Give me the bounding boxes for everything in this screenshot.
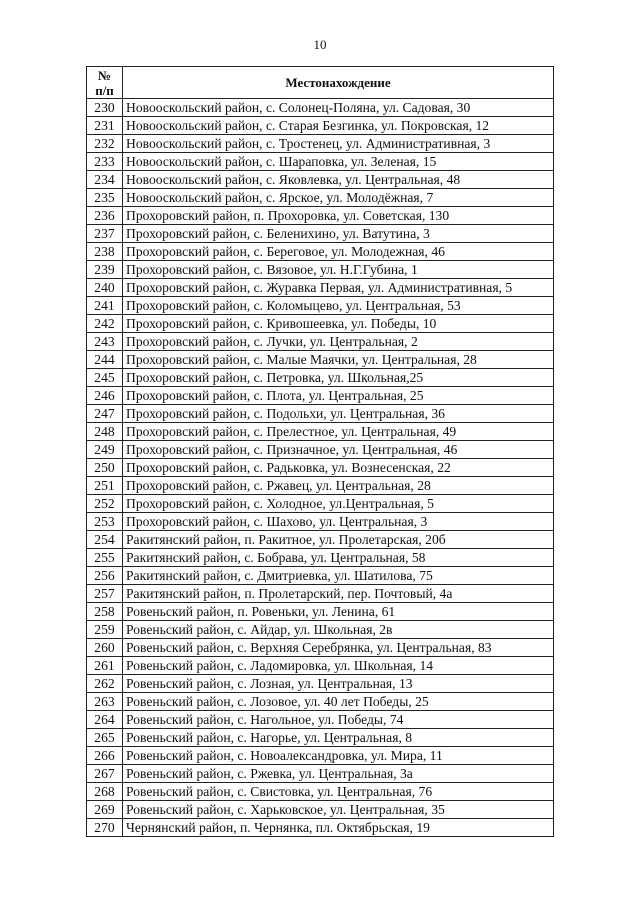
row-number-cell: 256 [87, 567, 123, 585]
table-row [87, 549, 554, 567]
table-row [87, 531, 554, 549]
location-cell: Ракитянский район, п. Пролетарский, пер. Почтовый, 4а [123, 585, 554, 603]
location-cell: Ровеньский район, с. Харьковское, ул. Центральная, 35 [123, 801, 554, 819]
location-cell: Новооскольский район, с. Шараповка, ул. Зеленая, 15 [123, 153, 554, 171]
location-cell: Ровеньский район, с. Свистовка, ул. Центральная, 76 [123, 783, 554, 801]
table-row [87, 639, 554, 657]
row-number-cell: 254 [87, 531, 123, 549]
location-cell: Прохоровский район, с. Береговое, ул. Молодежная, 46 [123, 243, 554, 261]
location-cell: Ровеньский район, с. Нагольное, ул. Победы, 74 [123, 711, 554, 729]
table-row [87, 711, 554, 729]
location-cell: Прохоровский район, с. Беленихино, ул. Ватутина, 3 [123, 225, 554, 243]
row-number-cell: 239 [87, 261, 123, 279]
location-cell: Ровеньский район, с. Лозовое, ул. 40 лет Победы, 25 [123, 693, 554, 711]
table-row [87, 765, 554, 783]
row-number-cell: 259 [87, 621, 123, 639]
table-header-row [87, 67, 554, 99]
table-row [87, 477, 554, 495]
table-row [87, 513, 554, 531]
table-row [87, 747, 554, 765]
row-number-cell: 268 [87, 783, 123, 801]
table-row [87, 297, 554, 315]
table-row [87, 243, 554, 261]
table-row [87, 99, 554, 117]
column-header-number [87, 67, 123, 99]
table-row [87, 675, 554, 693]
location-cell: Прохоровский район, с. Журавка Первая, ул. Административная, 5 [123, 279, 554, 297]
row-number-cell: 231 [87, 117, 123, 135]
location-cell: Новооскольский район, с. Ярское, ул. Молодёжная, 7 [123, 189, 554, 207]
row-number-cell: 258 [87, 603, 123, 621]
row-number-cell: 262 [87, 675, 123, 693]
table-row [87, 621, 554, 639]
table-row [87, 495, 554, 513]
table-row [87, 459, 554, 477]
row-number-cell: 248 [87, 423, 123, 441]
row-number-cell: 233 [87, 153, 123, 171]
location-cell: Прохоровский район, с. Прелестное, ул. Центральная, 49 [123, 423, 554, 441]
table-row [87, 261, 554, 279]
table-row [87, 693, 554, 711]
row-number-cell: 243 [87, 333, 123, 351]
row-number-cell: 234 [87, 171, 123, 189]
row-number-cell: 235 [87, 189, 123, 207]
row-number-cell: 255 [87, 549, 123, 567]
row-number-cell: 238 [87, 243, 123, 261]
location-cell: Новооскольский район, с. Солонец-Поляна, ул. Садовая, 30 [123, 99, 554, 117]
location-cell: Новооскольский район, с. Старая Безгинка, ул. Покровская, 12 [123, 117, 554, 135]
table-row [87, 333, 554, 351]
row-number-cell: 246 [87, 387, 123, 405]
column-header-location: Местонахождение [123, 67, 554, 99]
location-cell: Прохоровский район, с. Малые Маячки, ул. Центральная, 28 [123, 351, 554, 369]
table-row [87, 801, 554, 819]
table-row [87, 369, 554, 387]
row-number-cell: 244 [87, 351, 123, 369]
row-number-cell: 260 [87, 639, 123, 657]
row-number-cell: 263 [87, 693, 123, 711]
table-row [87, 567, 554, 585]
location-cell: Прохоровский район, с. Коломыцево, ул. Центральная, 53 [123, 297, 554, 315]
row-number-cell: 241 [87, 297, 123, 315]
location-cell: Прохоровский район, с. Холодное, ул.Центральная, 5 [123, 495, 554, 513]
row-number-cell: 249 [87, 441, 123, 459]
table-row [87, 279, 554, 297]
location-cell: Прохоровский район, с. Подольхи, ул. Центральная, 36 [123, 405, 554, 423]
table-body [87, 99, 554, 837]
location-cell: Ровеньский район, с. Лозная, ул. Центральная, 13 [123, 675, 554, 693]
table-row [87, 171, 554, 189]
location-cell: Прохоровский район, с. Вязовое, ул. Н.Г.Губина, 1 [123, 261, 554, 279]
location-cell: Прохоровский район, с. Радьковка, ул. Вознесенская, 22 [123, 459, 554, 477]
table-row [87, 657, 554, 675]
table-row [87, 315, 554, 333]
row-number-cell: 265 [87, 729, 123, 747]
row-number-cell: 261 [87, 657, 123, 675]
locations-table [86, 66, 554, 837]
row-number-cell: 242 [87, 315, 123, 333]
row-number-cell: 266 [87, 747, 123, 765]
table-row [87, 441, 554, 459]
location-cell: Новооскольский район, с. Тростенец, ул. Административная, 3 [123, 135, 554, 153]
location-cell: Прохоровский район, с. Лучки, ул. Центральная, 2 [123, 333, 554, 351]
location-cell: Прохоровский район, с. Петровка, ул. Школьная,25 [123, 369, 554, 387]
table-row [87, 405, 554, 423]
row-number-cell: 251 [87, 477, 123, 495]
row-number-cell: 230 [87, 99, 123, 117]
table-row [87, 351, 554, 369]
row-number-cell: 237 [87, 225, 123, 243]
location-cell: Прохоровский район, п. Прохоровка, ул. Советская, 130 [123, 207, 554, 225]
row-number-cell: 270 [87, 819, 123, 837]
location-cell: Прохоровский район, с. Призначное, ул. Центральная, 46 [123, 441, 554, 459]
page-number: 10 [313, 37, 327, 52]
table-row [87, 603, 554, 621]
location-cell: Ровеньский район, с. Айдар, ул. Школьная, 2в [123, 621, 554, 639]
location-cell: Прохоровский район, с. Шахово, ул. Центральная, 3 [123, 513, 554, 531]
table-row [87, 117, 554, 135]
location-cell: Прохоровский район, с. Кривошеевка, ул. Победы, 10 [123, 315, 554, 333]
location-cell: Прохоровский район, с. Ржавец, ул. Центральная, 28 [123, 477, 554, 495]
location-cell: Ровеньский район, с. Ладомировка, ул. Школьная, 14 [123, 657, 554, 675]
location-cell: Ракитянский район, п. Ракитное, ул. Пролетарская, 20б [123, 531, 554, 549]
location-cell: Ровеньский район, с. Верхняя Серебрянка, ул. Центральная, 83 [123, 639, 554, 657]
row-number-cell: 257 [87, 585, 123, 603]
table-row [87, 135, 554, 153]
row-number-cell: 245 [87, 369, 123, 387]
row-number-cell: 269 [87, 801, 123, 819]
row-number-cell: 252 [87, 495, 123, 513]
row-number-cell: 232 [87, 135, 123, 153]
row-number-cell: 236 [87, 207, 123, 225]
row-number-cell: 264 [87, 711, 123, 729]
row-number-cell: 247 [87, 405, 123, 423]
table-row [87, 783, 554, 801]
table-row [87, 585, 554, 603]
row-number-cell: 267 [87, 765, 123, 783]
location-cell: Прохоровский район, с. Плота, ул. Центральная, 25 [123, 387, 554, 405]
row-number-cell: 240 [87, 279, 123, 297]
header-number-abbrev: п/п [95, 82, 114, 98]
location-cell: Ровеньский район, с. Ржевка, ул. Центральная, 3а [123, 765, 554, 783]
location-cell: Ровеньский район, п. Ровеньки, ул. Ленина, 61 [123, 603, 554, 621]
location-cell: Новооскольский район, с. Яковлевка, ул. Центральная, 48 [123, 171, 554, 189]
location-cell: Ракитянский район, с. Дмитриевка, ул. Шатилова, 75 [123, 567, 554, 585]
table-row [87, 225, 554, 243]
table-row [87, 189, 554, 207]
location-cell: Ровеньский район, с. Нагорье, ул. Центральная, 8 [123, 729, 554, 747]
location-cell: Чернянский район, п. Чернянка, пл. Октябрьская, 19 [123, 819, 554, 837]
table-row [87, 819, 554, 837]
table-row [87, 729, 554, 747]
table-row [87, 387, 554, 405]
location-cell: Ракитянский район, с. Бобрава, ул. Центральная, 58 [123, 549, 554, 567]
table-row [87, 153, 554, 171]
table-row [87, 423, 554, 441]
row-number-cell: 253 [87, 513, 123, 531]
location-cell: Ровеньский район, с. Новоалександровка, ул. Мира, 11 [123, 747, 554, 765]
header-number-symbol: № [97, 67, 112, 83]
table-row [87, 207, 554, 225]
row-number-cell: 250 [87, 459, 123, 477]
